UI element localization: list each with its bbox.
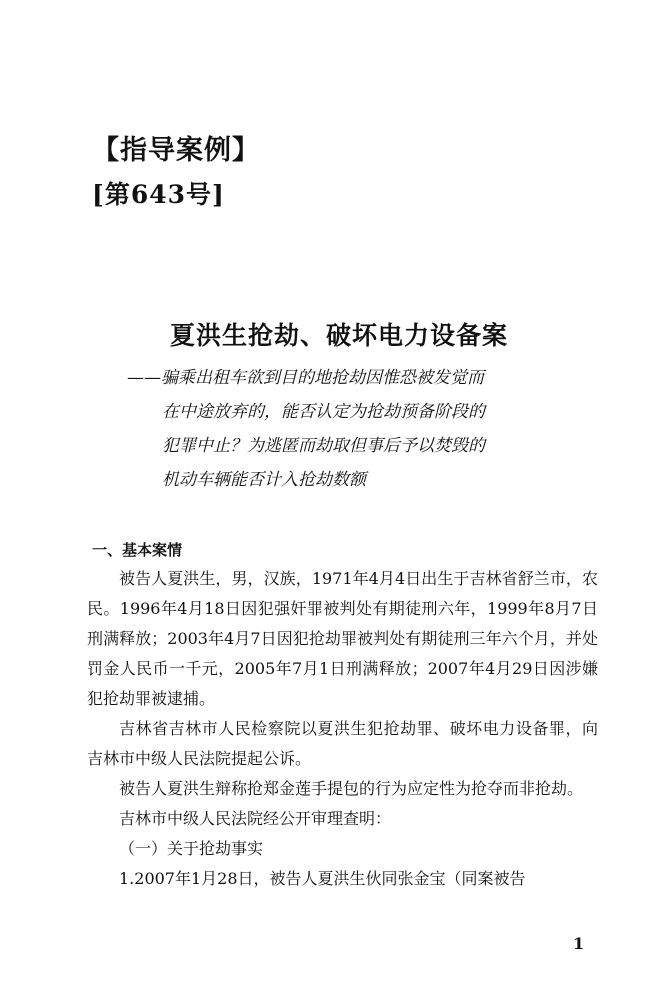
subtitle-line: 机动车辆能否计入抢劫数额 bbox=[162, 470, 366, 490]
paragraph: 吉林市中级人民法院经公开审理查明： bbox=[119, 809, 392, 828]
case-title: 夏洪生抢劫、破坏电力设备案 bbox=[170, 321, 509, 350]
case-category-heading: 【指导案例】 bbox=[92, 135, 260, 166]
page-number: 1 bbox=[573, 934, 585, 953]
subtitle-line: ——骗乘出租车欲到目的地抢劫因惟恐被发觉而 bbox=[127, 368, 484, 388]
section-heading: 一、基本案情 bbox=[92, 541, 183, 559]
paragraph: 吉林省吉林市人民检察院以夏洪生犯抢劫罪、破坏电力设备罪，向吉林市中级人民法院提起公诉。 bbox=[87, 719, 598, 768]
paragraph: 被告人夏洪生辩称抢郑金莲手提包的行为应定性为抢夺而非抢劫。 bbox=[119, 779, 584, 798]
case-subtitle bbox=[127, 361, 485, 497]
subtitle-line: 犯罪中止？为逃匿而劫取但事后予以焚毁的 bbox=[162, 436, 485, 456]
subtitle-line: 在中途放弃的，能否认定为抢劫预备阶段的 bbox=[162, 402, 485, 422]
paragraph: 被告人夏洪生，男，汉族，1971年4月4日出生于吉林省舒兰市，农民。1996年4月18日因犯强奸罪被判处有期徒刑六年，1999年8月7日刑满释放；2003年4月7日因犯抢劫罪被判处有期徒刑三年六个月，并处罚金人民币一千元，2005年7月1日刑满释放；2007年4月29日因涉嫌犯抢劫罪被逮捕。 bbox=[87, 569, 598, 708]
paragraph: （一）关于抢劫事实 bbox=[119, 839, 264, 858]
body-text bbox=[87, 564, 598, 894]
paragraph: 1.2007年1月28日，被告人夏洪生伙同张金宝（同案被告 bbox=[119, 869, 526, 888]
case-number-heading: [第643号] bbox=[92, 180, 225, 209]
